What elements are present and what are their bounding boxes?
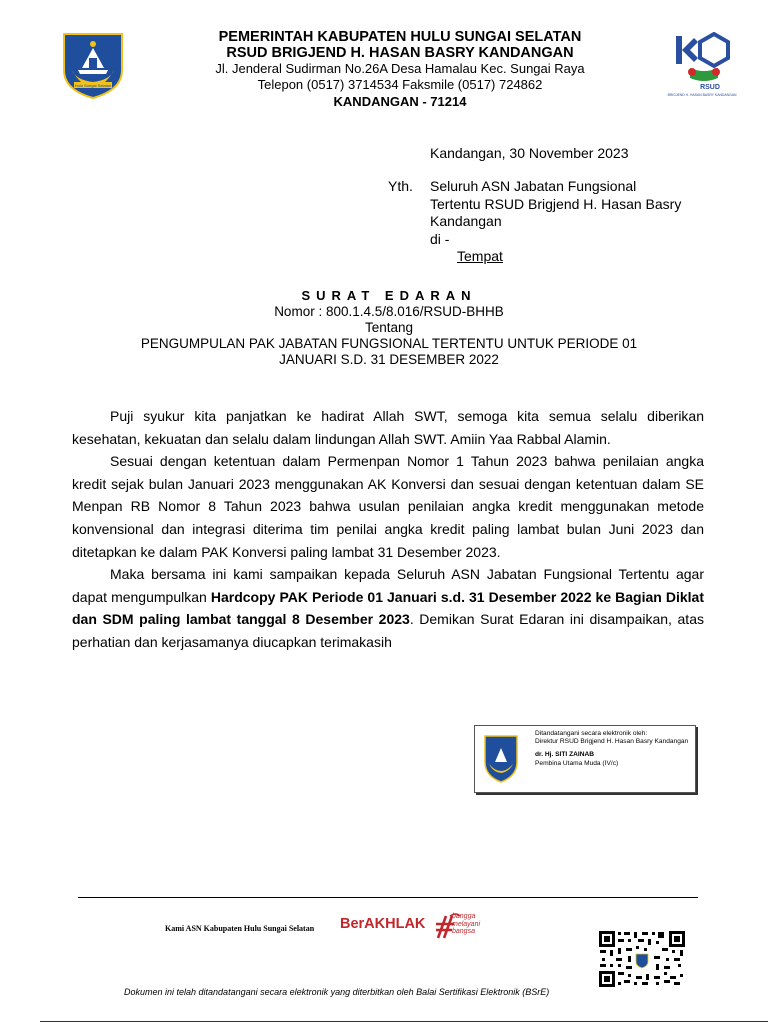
signature-crest-icon (483, 734, 519, 784)
recipient-name: Seluruh ASN Jabatan Fungsional Tertentu RSUD Brigjend H. Hasan Basry Kandangan (430, 178, 682, 229)
paragraph-2: Sesuai dengan ketentuan dalam Permenpan Nomor 1 Tahun 2023 bahwa penilaian angka kredit sejak bulan Januari 2023 menggunakan AK Konversi dan sesuai dengan ketentuan dalam SE Menpan RB Nomor 8 Tahun 2023 bahwa usulan penilaian angka kredit menggunakan metode konvensional dan integrasi diterima tim penilai angka kredit paling lambat bulan Juni 2023 dan ditetapkan ke dalam PAK Konversi paling lambat 31 Desember 2023. (72, 453, 704, 560)
hospital-name: RSUD BRIGJEND H. HASAN BASRY KANDANGAN (226, 45, 574, 61)
letter-body (72, 405, 704, 654)
signature-text (535, 730, 693, 768)
page-bottom-edge (40, 1021, 768, 1022)
footer-slogan: Kami ASN Kabupaten Hulu Sungai Selatan (165, 924, 315, 933)
bangga-word-2: melayani (452, 920, 481, 928)
letterhead-text (140, 29, 660, 110)
coat-of-arms-icon (58, 30, 128, 100)
letterhead (0, 0, 768, 120)
electronic-signature-box (474, 725, 696, 793)
circular-number: Nomor : 800.1.4.5/8.016/RSUD-BHHB (274, 304, 504, 319)
circular-subject-line1: PENGUMPULAN PAK JABATAN FUNGSIONAL TERTENTU UNTUK PERIODE 01 (140, 336, 638, 351)
circular-title-block (0, 288, 768, 368)
qr-code-icon (598, 930, 686, 988)
bangga-word-3: bangsa (452, 928, 475, 935)
circular-heading: SURAT EDARAN (301, 288, 477, 303)
bangga-word-1: bangga (452, 913, 476, 920)
recipient-di: di - (430, 230, 450, 247)
paragraph-3-closing: . Demikan Surat Edaran ini disampaikan, atas perhatian dan kerjasamanya diucapkan terimakasih (72, 611, 704, 650)
signature-line2: Direktur RSUD Brigjend H. Hasan Basry Kandangan (535, 738, 689, 746)
recipient-body (430, 178, 690, 266)
yth-label: Yth. (388, 178, 413, 194)
hospital-phone: Telepon (0517) 3714534 Faksmile (0517) 724862 (257, 77, 543, 92)
hospital-logo-icon (664, 32, 740, 100)
hospital-address: Jl. Jenderal Sudirman No.26A Desa Hamalau Kec. Sungai Raya (215, 61, 585, 76)
rsud-sub-label: BRIGJEND H. HASAN BASRY KANDANGAN (667, 93, 737, 97)
berakhlak-logo: BerAKHLAK (340, 916, 426, 932)
rsud-label: RSUD (700, 84, 720, 91)
paragraph-3 (72, 563, 704, 653)
paragraph-1: Puji syukur kita panjatkan ke hadirat Allah SWT, semoga kita semua selalu diberikan kesehatan, kekuatan dan selalu dalam lindungan Allah SWT. Amiin Yaa Rabbal Alamin. (72, 408, 704, 447)
government-name: PEMERINTAH KABUPATEN HULU SUNGAI SELATAN (218, 29, 582, 45)
circular-subject-line2: JANUARI S.D. 31 DESEMBER 2022 (279, 352, 499, 367)
signature-line1: Ditandatangani secara elektronik oleh: (535, 730, 648, 737)
circular-tentang: Tentang (364, 320, 414, 335)
signer-name: dr. Hj. SITI ZAINAB (535, 751, 594, 759)
recipient-tempat: Tempat (457, 248, 503, 264)
hospital-city: KANDANGAN - 71214 (333, 94, 467, 109)
bsre-note: Dokumen ini telah ditandatangani secara elektronik yang diterbitkan oleh Balai Sertifikasi Elektronik (BSrE) (124, 987, 550, 997)
footer-divider (78, 897, 698, 898)
paragraph-3-intro: Maka bersama ini kami sampaikan kepada Seluruh ASN Jabatan Fungsional Tertentu agar dapat mengumpulkan (72, 566, 704, 605)
signer-rank: Pembina Utama Muda (IV/c) (535, 759, 619, 767)
letter-date: Kandangan, 30 November 2023 (430, 145, 629, 161)
crest-ribbon-text: Hulu Sungai Selatan (74, 83, 112, 88)
paragraph-3-emphasis: Hardcopy PAK Periode 01 Januari s.d. 31 Desember 2022 ke Bagian Diklat dan SDM paling lambat tanggal 8 Desember 2023 (72, 588, 704, 628)
bangga-melayani-text (452, 913, 480, 936)
